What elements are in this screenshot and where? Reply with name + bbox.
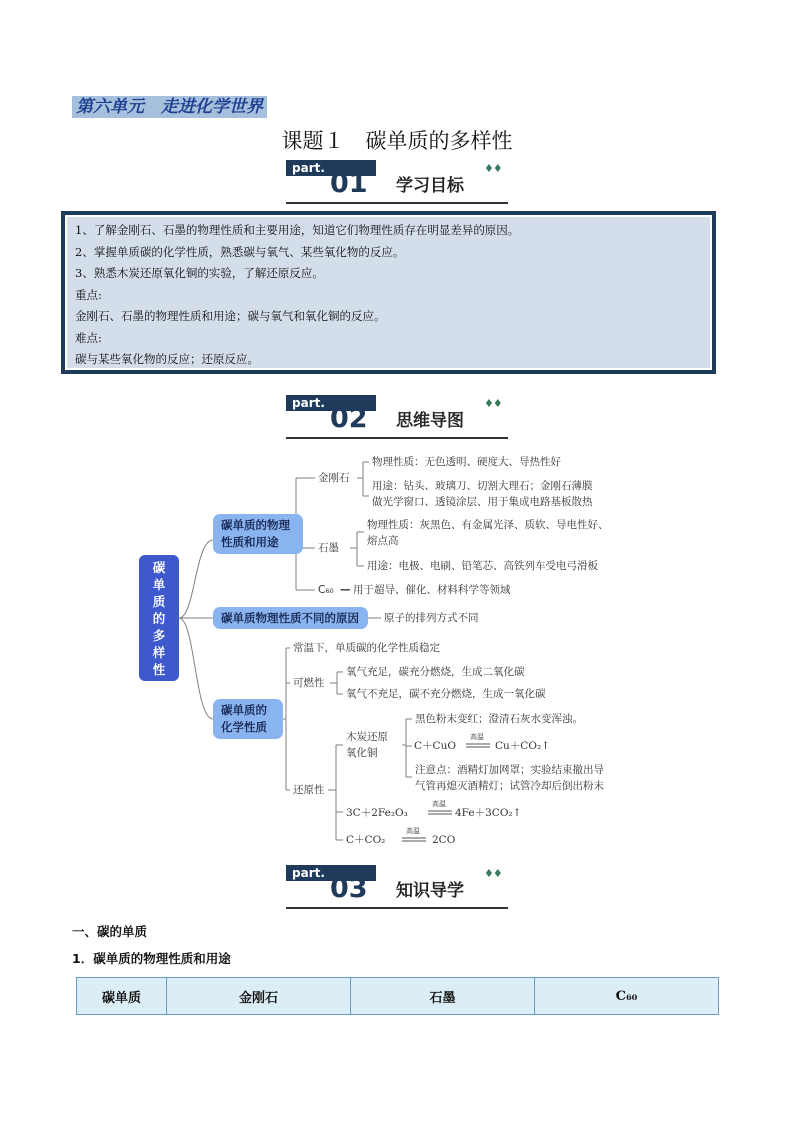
eq-condition: 高温 (432, 800, 446, 808)
graphite-uses: 用途：电极、电刷、铅笔芯、高铁列车受电弓滑板 (367, 560, 598, 572)
part-tag: part. (286, 160, 376, 176)
goal-3: 3、熟悉木炭还原氧化铜的实验，了解还原反应。 (75, 266, 324, 280)
cuo-phenomenon: 黑色粉末变红；澄清石灰水变浑浊。 (415, 713, 583, 725)
branch-label: 碳单质的化学性质 (221, 703, 267, 734)
table-header-cell: 碳单质 (77, 978, 167, 1015)
part-title: 学习目标 (396, 176, 464, 196)
branch-structure-reason (213, 607, 368, 629)
mindmap-root (139, 555, 179, 681)
table-header-cell: 金刚石 (167, 978, 351, 1015)
eq-fe2o3-reactants: 3C＋2Fe₂O₃ (346, 807, 408, 819)
key-point-label: 重点: (75, 287, 102, 302)
decor-drops-icon: ♦♦ (484, 162, 502, 175)
note-line1: 注意点：酒精灯加网罩；实验结束撤出导 (415, 764, 604, 776)
cuo-reduction-line1: 木炭还原 (346, 731, 388, 743)
node-graphite: 石墨 (318, 542, 339, 554)
decor-drops-icon: ♦♦ (484, 867, 502, 880)
branch-label: 碳单质的物理性质和用途 (221, 518, 290, 549)
table-header-cell: 石墨 (351, 978, 535, 1015)
table-header-row (77, 978, 719, 1015)
difficulty-text: 碳与某些氧化物的反应；还原反应。 (75, 352, 259, 366)
goal-2: 2、掌握单质碳的化学性质，熟悉碳与氧气、某些氧化物的反应。 (75, 244, 405, 259)
stable-at-room-temp: 常温下，单质碳的化学性质稳定 (293, 642, 440, 654)
node-combustibility: 可燃性 (293, 677, 325, 689)
eq-cuo-products: Cu＋CO₂↑ (495, 740, 550, 752)
graphite-properties-line2: 熔点高 (367, 535, 399, 547)
difficulty-label: 难点: (75, 330, 102, 345)
part-title: 知识导学 (396, 881, 464, 901)
eq-condition: 高温 (470, 733, 484, 741)
cuo-reduction-line2: 氧化铜 (346, 747, 378, 759)
eq-co2-reactants: C＋CO₂ (346, 834, 386, 846)
part-tag: part. (286, 865, 376, 881)
part-underline (286, 907, 508, 909)
c60-connector: — (340, 584, 351, 596)
part-03-banner (286, 865, 508, 909)
part-number: 02 (330, 403, 368, 434)
node-diamond: 金刚石 (318, 472, 350, 484)
branch-chemical-properties (213, 699, 283, 739)
section-heading: 一、碳的单质 (72, 924, 148, 939)
diamond-uses-line1: 用途：钻头、玻璃刀、切割大理石；金刚石薄膜 (372, 480, 593, 492)
key-point-text: 金刚石、石墨的物理性质和用途；碳与氧气和氧化铜的反应。 (75, 309, 386, 323)
eq-condition: 高温 (406, 827, 420, 835)
part-number: 01 (330, 168, 368, 199)
part-tag: part. (286, 395, 376, 411)
subsection-heading: 1．碳单质的物理性质和用途 (72, 951, 231, 966)
eq-fe2o3-products: 4Fe＋3CO₂↑ (455, 807, 522, 819)
unit-title: 第六单元 走进化学世界 (72, 96, 267, 118)
decor-drops-icon: ♦♦ (484, 397, 502, 410)
diamond-uses-line2: 做光学窗口、透镜涂层、用于集成电路基板散热 (372, 496, 593, 508)
note-line2: 气管再熄灭酒精灯；试管冷却后倒出粉末 (415, 780, 604, 792)
node-c60: C₆₀ (318, 584, 334, 596)
graphite-properties-line1: 物理性质：灰黑色、有金属光泽、质软、导电性好、 (367, 519, 609, 531)
c60-uses: 用于超导、催化、材料科学等领域 (353, 584, 511, 596)
eq-cuo-reactants: C＋CuO (414, 740, 456, 752)
structure-reason: 原子的排列方式不同 (384, 612, 479, 624)
part-number: 03 (330, 873, 368, 904)
incomplete-combustion: 氧气不充足，碳不充分燃烧，生成一氧化碳 (346, 688, 546, 700)
diamond-properties: 物理性质：无色透明、硬度大、导热性好 (372, 456, 561, 468)
branch-label: 碳单质物理性质不同的原因 (221, 610, 359, 625)
root-label: 碳单质的多样性 (152, 559, 166, 677)
complete-combustion: 氧气充足，碳充分燃烧，生成二氧化碳 (346, 666, 525, 678)
part-title: 思维导图 (396, 411, 464, 431)
eq-co2-products: 2CO (432, 834, 456, 846)
table-header-cell: C₆₀ (535, 978, 719, 1015)
goal-1: 1、了解金刚石、石墨的物理性质和主要用途，知道它们物理性质存在明显差异的原因。 (75, 223, 520, 237)
lesson-title: 课题１ 碳单质的多样性 (281, 129, 513, 153)
carbon-allotropes-table (76, 977, 719, 1015)
node-reducibility: 还原性 (293, 784, 325, 796)
branch-physical-properties (213, 514, 303, 554)
